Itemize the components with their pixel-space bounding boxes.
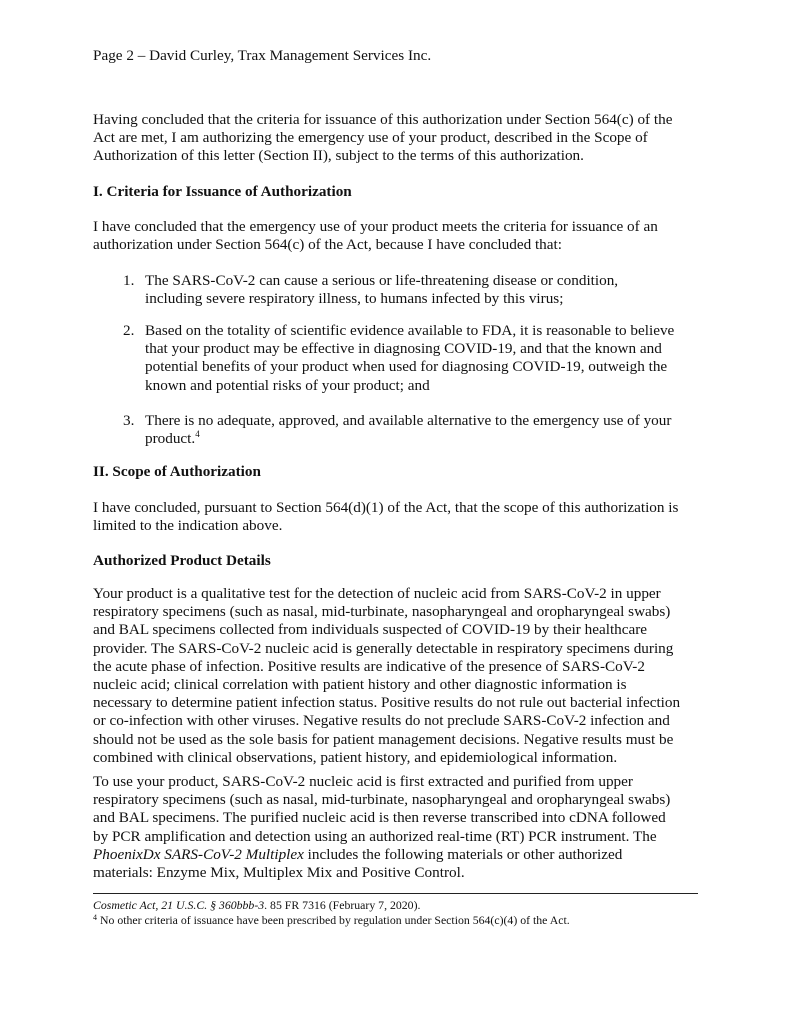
text-line: authorization under Section 564(c) of the Act, because I have concluded that: (93, 236, 562, 254)
product-details-paragraph-1 (93, 585, 713, 767)
text-fragment: . 85 FR 7316 (February 7, 2020). (264, 898, 421, 912)
text-line: There is no adequate, approved, and available alternative to the emergency use of your (145, 412, 672, 429)
item-number: 3. (123, 412, 135, 429)
footnote-text: No other criteria of issuance have been prescribed by regulation under Section 564(c)(4) of the Act. (97, 913, 570, 927)
item-text (145, 412, 671, 448)
text-line: combined with clinical observations, patient history, and epidemiological information. (93, 748, 618, 766)
product-details-heading: Authorized Product Details (93, 552, 271, 569)
text-fragment: includes the following materials or other authorized (303, 845, 623, 863)
text-line: Based on the totality of scientific evidence available to FDA, it is reasonable to believe (145, 322, 675, 339)
text-line: Act are met, I am authorizing the emergency use of your product, described in the Scope of (93, 129, 648, 147)
text-line: I have concluded that the emergency use of your product meets the criteria for issuance of an (93, 218, 658, 235)
section-1-heading: I. Criteria for Issuance of Authorization (93, 183, 352, 200)
footnote-marker: 4 (93, 913, 97, 922)
text-line: or co-infection with other viruses. Negative results do not preclude SARS-CoV-2 infection and (93, 712, 670, 730)
item-text (145, 272, 618, 308)
text-line: necessary to determine patient infection status. Positive results do not rule out bacterial infection (93, 694, 681, 712)
text-line (145, 430, 671, 448)
text-line (93, 846, 713, 864)
text-line: that your product may be effective in diagnosing COVID-19, and that the known and (145, 340, 662, 358)
text-line: Having concluded that the criteria for issuance of this authorization under Section 564(c) of the (93, 111, 673, 128)
item-number: 2. (123, 322, 135, 339)
footnote-4 (93, 913, 570, 928)
text-line: provider. The SARS-CoV-2 nucleic acid is generally detectable in respiratory specimens during (93, 639, 674, 657)
page-header: Page 2 – David Curley, Trax Management Services Inc. (93, 47, 432, 64)
section-2-heading: II. Scope of Authorization (93, 463, 261, 480)
text-line: To use your product, SARS-CoV-2 nucleic acid is first extracted and purified from upper (93, 773, 633, 790)
footnote-continued (93, 898, 420, 913)
text-line: the acute phase of infection. Positive results are indicative of the presence of SARS-CoV-2 (93, 657, 645, 675)
footnote-separator (93, 893, 698, 894)
text-line: and BAL specimens collected from individuals suspected of COVID-19 by their healthcare (93, 621, 648, 639)
text-line: including severe respiratory illness, to humans infected by this virus; (145, 290, 564, 308)
text-line: by PCR amplification and detection using an authorized real-time (RT) PCR instrument. The (93, 827, 657, 845)
product-details-paragraph-2 (93, 773, 713, 882)
text-line: materials: Enzyme Mix, Multiplex Mix and Positive Control. (93, 864, 465, 882)
text-line: I have concluded, pursuant to Section 564(d)(1) of the Act, that the scope of this authorization is (93, 499, 679, 516)
text-fragment: product. (145, 430, 196, 448)
footnote-ref-4[interactable]: 4 (195, 429, 200, 440)
text-line: known and potential risks of your product; and (145, 376, 430, 394)
text-line: and BAL specimens. The purified nucleic acid is then reverse transcribed into cDNA followed (93, 809, 666, 827)
text-line: should not be used as the sole basis for patient management decisions. Negative results must be (93, 730, 674, 748)
text-line: Authorization of this letter (Section II), subject to the terms of this authorization. (93, 147, 584, 165)
text-line: respiratory specimens (such as nasal, mid-turbinate, nasopharyngeal and oropharyngeal swabs) (93, 791, 671, 809)
text-line: potential benefits of your product when used for diagnosing COVID-19, outweigh the (145, 358, 668, 376)
product-name: PhoenixDx SARS-CoV-2 Multiplex (93, 845, 304, 863)
text-line: limited to the indication above. (93, 517, 283, 535)
text-line: nucleic acid; clinical correlation with patient history and other diagnostic information is (93, 676, 627, 694)
section-2-paragraph (93, 499, 713, 535)
statute-citation: Cosmetic Act, 21 U.S.C. § 360bbb-3 (93, 898, 265, 912)
item-number: 1. (123, 272, 135, 289)
text-line: Your product is a qualitative test for the detection of nucleic acid from SARS-CoV-2 in upper (93, 585, 661, 602)
section-1-intro (93, 218, 713, 254)
intro-paragraph (93, 111, 713, 166)
item-text (145, 322, 674, 395)
text-line: The SARS-CoV-2 can cause a serious or life-threatening disease or condition, (145, 272, 619, 289)
text-line: respiratory specimens (such as nasal, mid-turbinate, nasopharyngeal and oropharyngeal swabs) (93, 603, 671, 621)
